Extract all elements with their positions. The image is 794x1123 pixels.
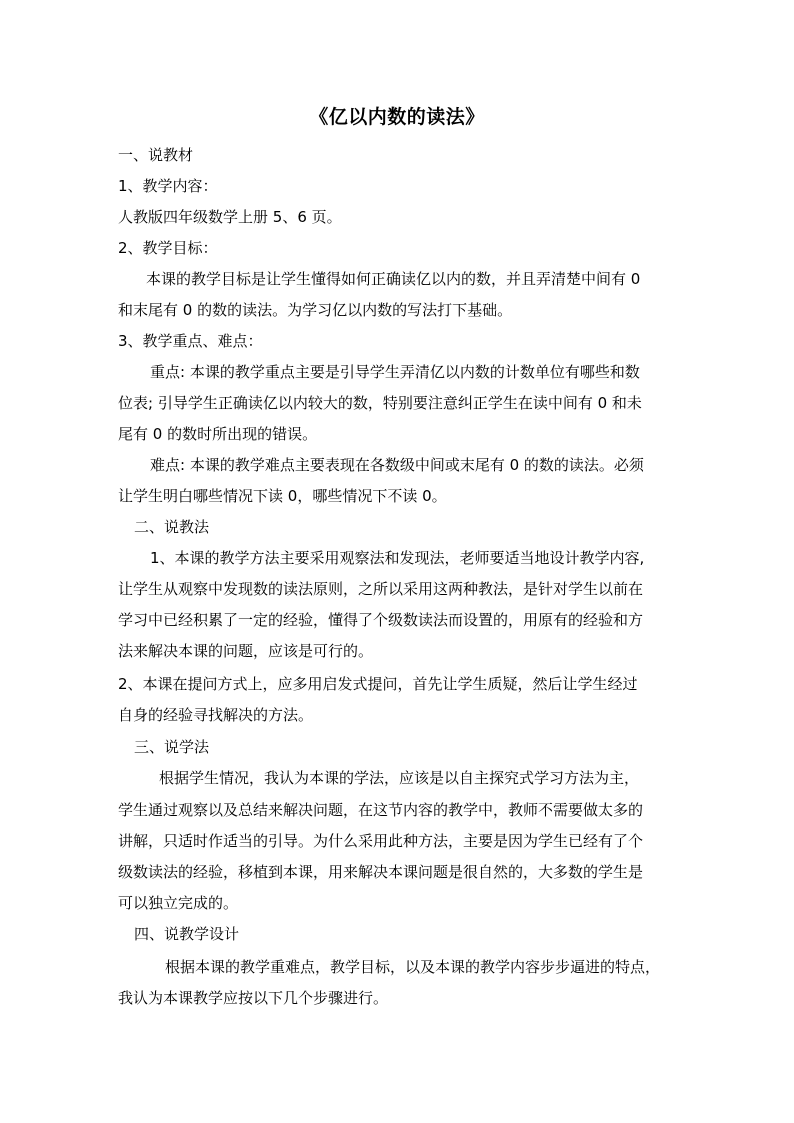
section-heading-1: 一、说教材 bbox=[118, 146, 194, 164]
section-heading-3: 三、说学法 bbox=[134, 738, 210, 756]
subheading-objectives: 2、教学目标： bbox=[118, 239, 218, 257]
paragraph-line: 学生通过观察以及总结来解决问题，在这节内容的教学中，教师不需要做太多的 bbox=[118, 801, 644, 819]
paragraph-line: 自身的经验寻找解决的方法。 bbox=[118, 706, 314, 724]
paragraph-line: 根据学生情况，我认为本课的学法，应该是以自主探究式学习方法为主， bbox=[159, 769, 640, 787]
paragraph-line: 本课的教学目标是让学生懂得如何正确读亿以内的数，并且弄清楚中间有 0 bbox=[146, 270, 641, 288]
paragraph-line: 根据本课的教学重难点，教学目标，以及本课的教学内容步步逼进的特点， bbox=[165, 958, 661, 976]
subheading-content: 1、教学内容： bbox=[118, 177, 218, 195]
section-heading-2: 二、说教法 bbox=[134, 518, 210, 536]
paragraph-line: 法来解决本课的问题，应该是可行的。 bbox=[118, 642, 374, 660]
paragraph-line: 可以独立完成的。 bbox=[118, 894, 239, 912]
paragraph-line: 难点: 本课的教学难点主要表现在各数级中间或末尾有 0 的数的读法。必须 bbox=[150, 456, 644, 474]
paragraph-line: 级数读法的经验，移植到本课，用来解决本课问题是很自然的，大多数的学生是 bbox=[118, 863, 644, 881]
paragraph-line: 讲解，只适时作适当的引导。为什么采用此种方法，主要是因为学生已经有了个 bbox=[118, 832, 644, 850]
document-title: 《亿以内数的读法》 bbox=[309, 106, 485, 128]
paragraph-line: 尾有 0 的数时所出现的错误。 bbox=[118, 425, 318, 443]
paragraph-line: 让学生明白哪些情况下读 0，哪些情况下不读 0。 bbox=[118, 487, 447, 505]
paragraph-line: 位表; 引导学生正确读亿以内较大的数，特别要注意纠正学生在读中间有 0 和未 bbox=[118, 394, 642, 412]
paragraph-line: 让学生从观察中发现数的读法原则，之所以采用这两种教法，是针对学生以前在 bbox=[118, 580, 644, 598]
paragraph-line: 学习中已经积累了一定的经验，懂得了个级数读法而设置的，用原有的经验和方 bbox=[118, 611, 644, 629]
paragraph-line: 人教版四年级数学上册 5、6 页。 bbox=[118, 208, 342, 226]
paragraph-line: 重点: 本课的教学重点主要是引导学生弄清亿以内数的计数单位有哪些和数 bbox=[150, 363, 640, 381]
paragraph-line: 我认为本课教学应按以下几个步骤进行。 bbox=[118, 989, 389, 1007]
paragraph-line: 1、本课的教学方法主要采用观察法和发现法，老师要适当地设计教学内容, bbox=[150, 549, 645, 567]
subheading-key-points: 3、教学重点、难点： bbox=[118, 332, 263, 350]
paragraph-line: 和末尾有 0 的数的读法。为学习亿以内数的写法打下基础。 bbox=[118, 301, 513, 319]
section-heading-4: 四、说教学设计 bbox=[134, 925, 240, 943]
paragraph-line: 2、本课在提问方式上，应多用启发式提问，首先让学生质疑，然后让学生经过 bbox=[118, 675, 638, 693]
